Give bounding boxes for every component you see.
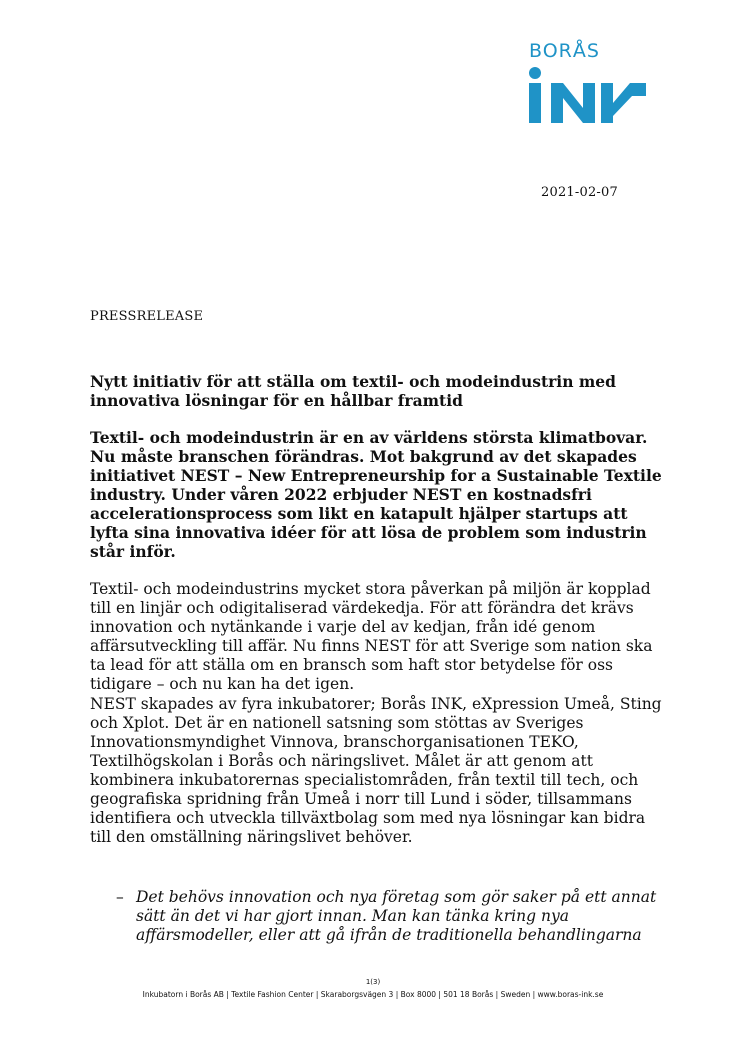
logo-k-stem — [601, 83, 613, 123]
quote-dash: – — [116, 888, 124, 906]
quote-block — [116, 888, 676, 945]
logo-ink-mark — [524, 52, 654, 124]
logo — [524, 40, 654, 126]
page-number: 1(3) — [365, 978, 381, 986]
logo-i-dot — [529, 67, 541, 79]
quote-text: Det behövs innovation och nya företag som gör saker på ett annat sätt än det vi har gjort innan. Man kan tänka kring nya affärsmodeller, eller att gå ifrån de traditionella behandlingarna — [136, 888, 657, 944]
press-release-title: Nytt initiativ för att ställa om textil- och modeindustrin med innovativa lösningar för en hållbar framtid — [90, 372, 616, 410]
body-paragraph-2: NEST skapades av fyra inkubatorer; Borås INK, eXpression Umeå, Sting och Xplot. Det är en nationell satsning som stöttas av Sveriges Innovationsmyndighet Vinnova, branschorganisationen TEKO, Textilhögskolan i Borås och näringslivet. Målet är att genom att kombinera inkubatorernas specialistområden, från textil till tech, och geografiska spridning från Umeå i norr till Lund i söder, tillsammans identifiera och utveckla tillväxtbolag som med nya lösningar kan bidra till den omställning näringslivet behöver. — [90, 695, 662, 846]
document-date: 2021-02-07 — [541, 185, 618, 200]
body-paragraph-1: Textil- och modeindustrins mycket stora påverkan på miljön är kopplad till en linjär och odigitaliserad värdekedja. För att förändra det krävs innovation och nytänkande i varje del av kedjan, från idé genom affärsutveckling till affär. Nu finns NEST för att Sverige som nation ska ta lead för att ställa om en bransch som haft stor betydelse för oss tidigare – och nu kan ha det igen. — [90, 580, 653, 693]
lead-paragraph: Textil- och modeindustrin är en av världens största klimatbovar. Nu måste branschen förändras. Mot bakgrund av det skapades initiativet NEST – New Entrepreneurship for a Sustainable Textile industry. Under våren 2022 erbjuder NEST en kostnadsfri accelerationsprocess som likt en katapult hjälper startups att lyfta sina innovativa idéer för att lösa de problem som industrin står inför. — [90, 428, 662, 561]
logo-i-stem — [529, 83, 541, 123]
footer-contact-line: Inkubatorn i Borås AB | Textile Fashion Center | Skaraborgsvägen 3 | Box 8000 | 501 18 Borås | Sweden | www.boras-ink.se — [142, 990, 604, 999]
logo-top-text: BORÅS — [529, 40, 600, 62]
document-type-label: PRESSRELEASE — [90, 309, 204, 324]
logo-n-shape — [551, 83, 595, 123]
logo-k-arm — [613, 83, 646, 116]
